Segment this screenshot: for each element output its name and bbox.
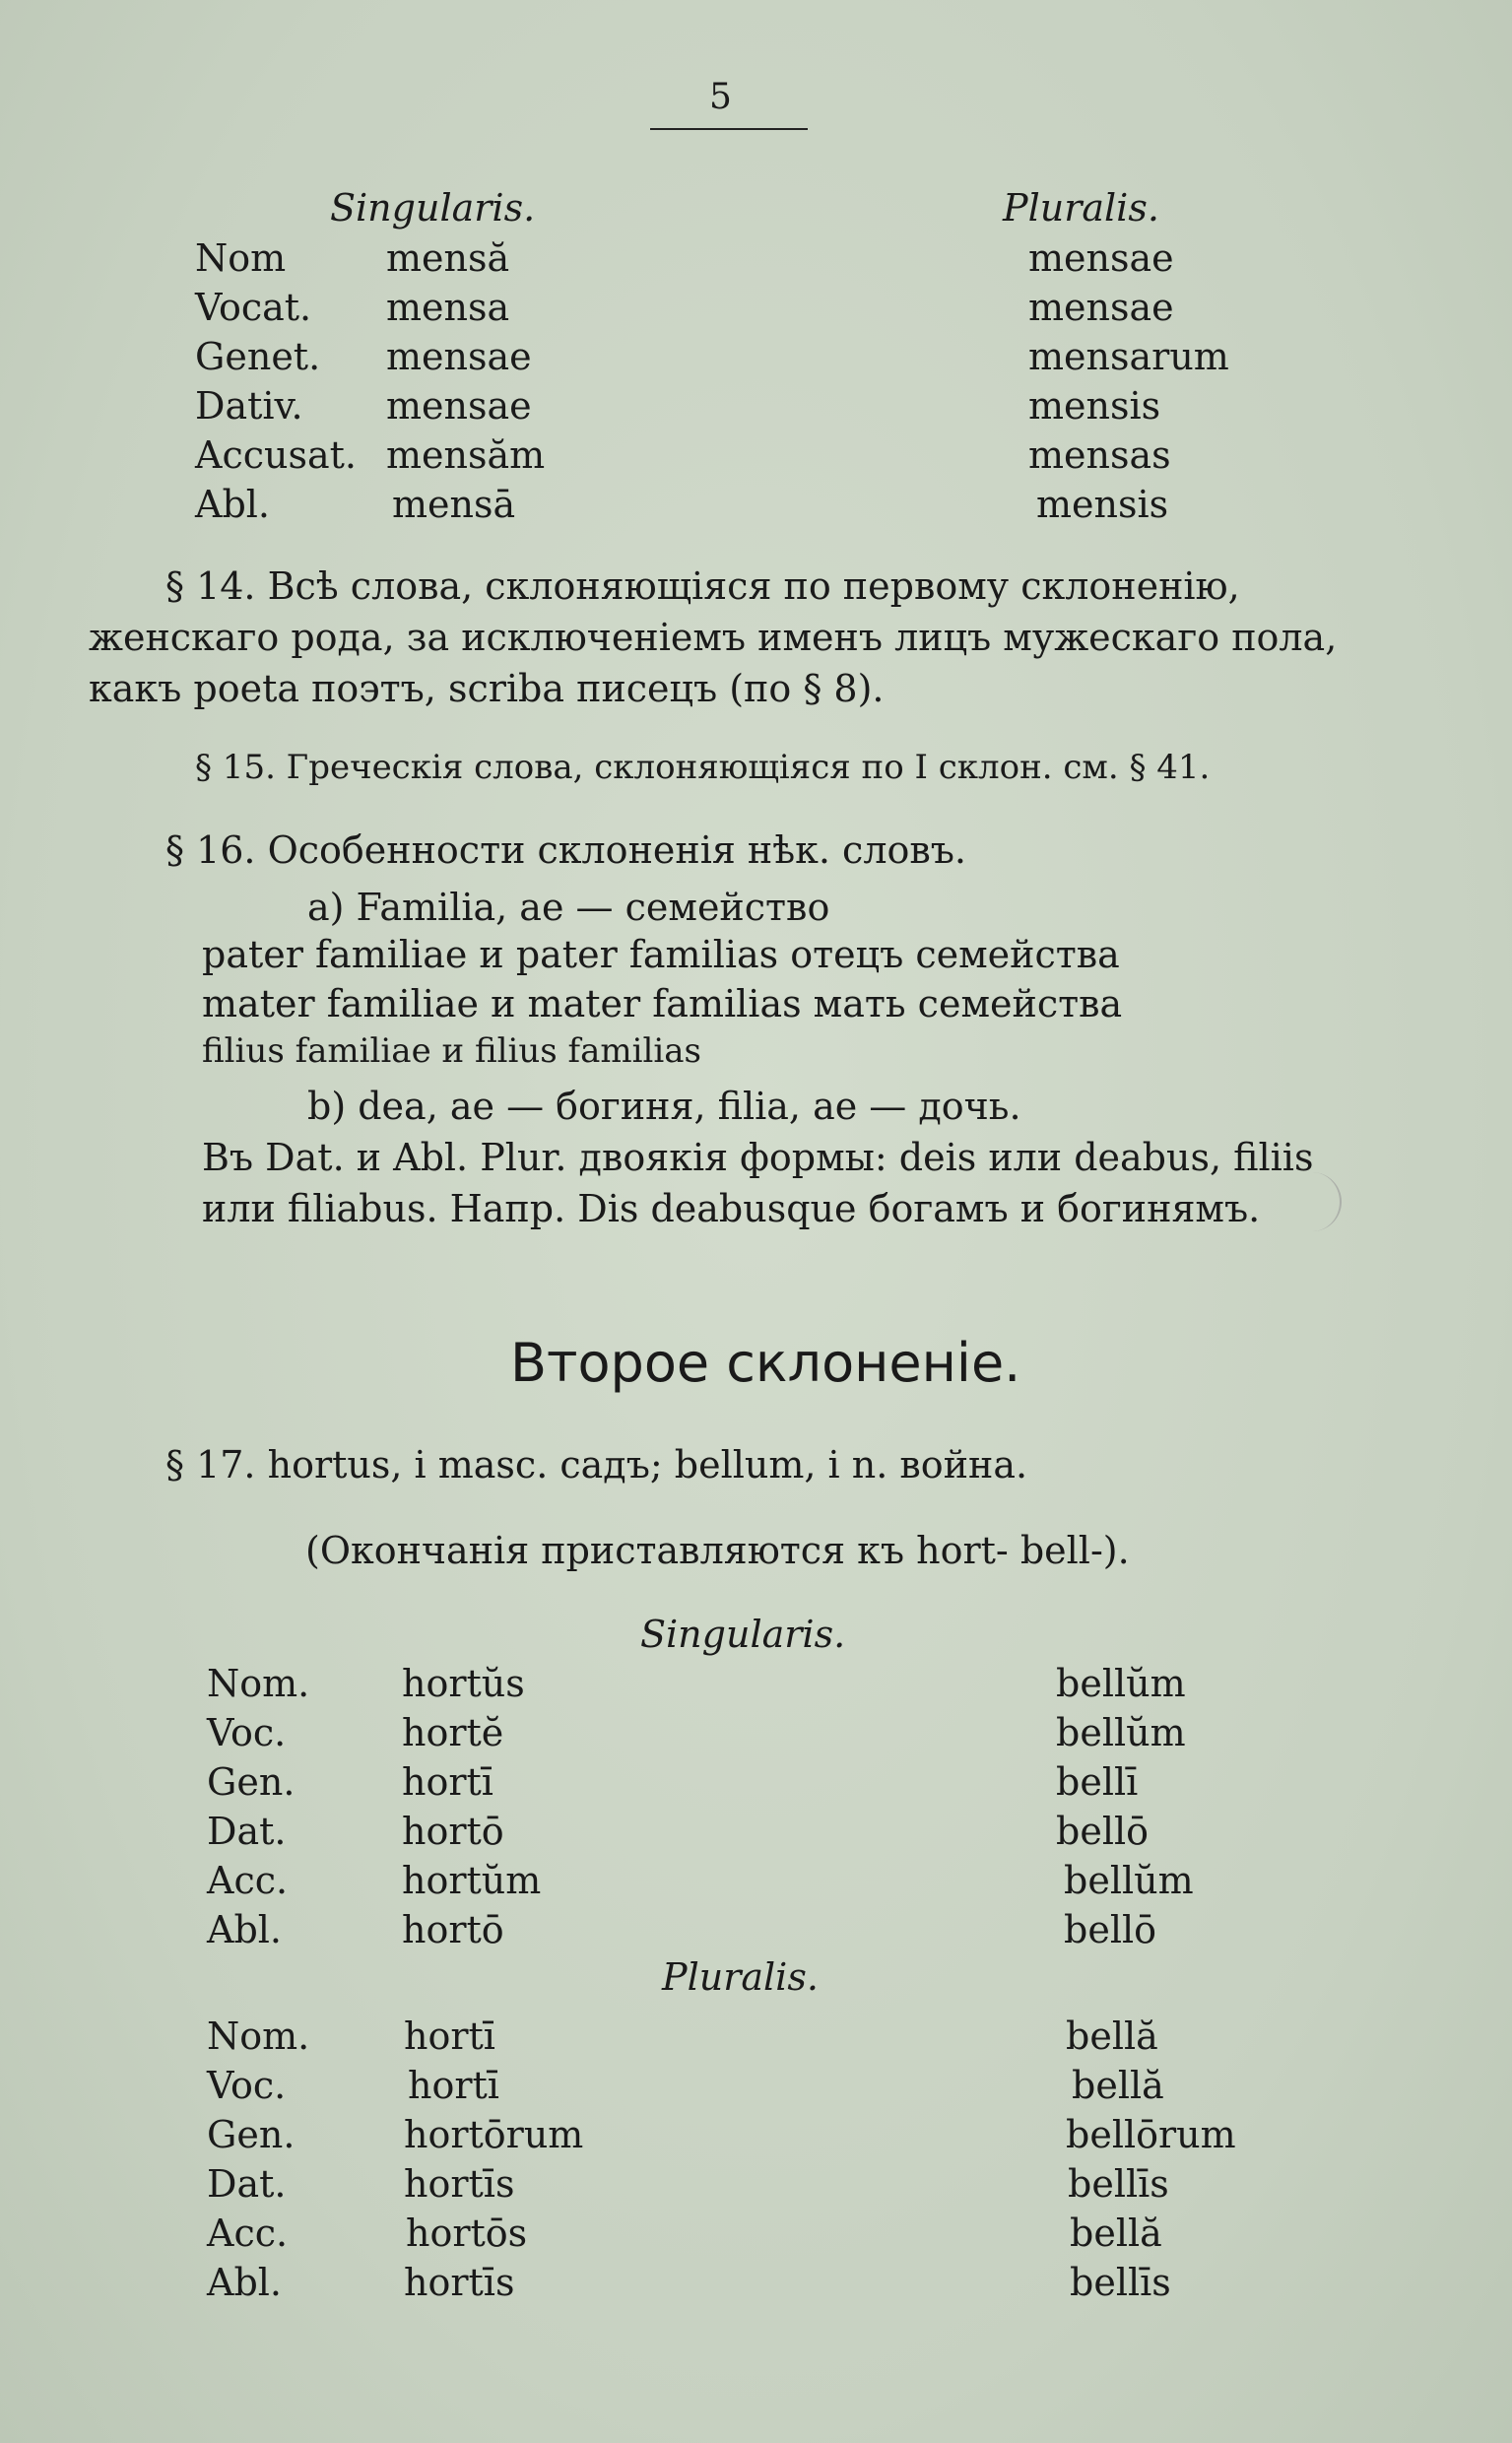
table2-case: Dat. xyxy=(207,2162,287,2206)
table2-bellum: bellă xyxy=(1072,2064,1164,2107)
table2-hortus: hortī xyxy=(408,2064,499,2107)
table1-singular: mensă xyxy=(386,236,510,280)
table1-plural: mensis xyxy=(1028,384,1161,428)
table1-singular: mensae xyxy=(386,384,532,428)
table2-case: Voc. xyxy=(207,2064,287,2107)
table2-bellum: bellŭm xyxy=(1064,1859,1194,1902)
table2-bellum: bellō xyxy=(1056,1810,1149,1853)
section-heading: Второе склоненіе. xyxy=(510,1332,1021,1394)
table1-singular: mensa xyxy=(386,286,510,329)
section16-b-example1: Въ Dat. и Abl. Plur. двоякія формы: deis или deabus, filiis xyxy=(202,1136,1314,1179)
table2-case: Acc. xyxy=(207,1859,289,1902)
section16-b-example2: или filiabus. Напр. Dis deabusque богамъ и богинямъ. xyxy=(202,1187,1261,1230)
table2-header-singular: Singularis. xyxy=(640,1613,846,1656)
table2-case: Gen. xyxy=(207,2113,296,2156)
table2-case: Abl. xyxy=(207,2261,282,2304)
table1-header-singular: Singularis. xyxy=(330,186,536,230)
table1-case: Vocat. xyxy=(195,286,312,329)
section14-line3: какъ poeta поэтъ, scriba писецъ (по § 8). xyxy=(89,667,885,710)
paper-mark xyxy=(1310,1172,1342,1231)
table2-case: Dat. xyxy=(207,1810,287,1853)
table1-plural: mensas xyxy=(1028,433,1171,477)
section16-title: § 16. Особенности склоненія нѣк. словъ. xyxy=(165,828,967,872)
table2-header-plural: Pluralis. xyxy=(662,1955,819,1999)
table2-bellum: bellă xyxy=(1066,2014,1158,2058)
table2-case: Gen. xyxy=(207,1760,296,1804)
table1-plural: mensis xyxy=(1036,483,1169,526)
table2-hortus: hortīs xyxy=(404,2261,515,2304)
table2-hortus: hortō xyxy=(402,1810,504,1853)
section16-a-example1: pater familiae и pater familias отецъ семейства xyxy=(202,933,1120,976)
table2-bellum: bellă xyxy=(1070,2212,1162,2255)
section14-line2: женскаго рода, за исключеніемъ именъ лицъ мужескаго пола, xyxy=(89,616,1338,659)
section15-line1: § 15. Греческія слова, склоняющіяся по I склон. см. § 41. xyxy=(195,748,1211,787)
table2-case: Nom. xyxy=(207,1662,310,1705)
table2-case: Voc. xyxy=(207,1711,287,1754)
section16-a-line: a) Familia, ae — семейство xyxy=(307,886,830,929)
table2-bellum: bellŭm xyxy=(1056,1662,1186,1705)
section17-line2: (Окончанія приставляются къ hort- bell-). xyxy=(305,1529,1130,1572)
table1-case: Dativ. xyxy=(195,384,303,428)
table2-bellum: bellō xyxy=(1064,1908,1156,1951)
table2-hortus: hortōrum xyxy=(404,2113,584,2156)
page-number-rule xyxy=(650,128,808,130)
section16-b-line: b) dea, ae — богиня, filia, ae — дочь. xyxy=(307,1085,1021,1128)
table1-singular: mensā xyxy=(392,483,516,526)
table2-hortus: hortĕ xyxy=(402,1711,504,1754)
table2-case: Abl. xyxy=(207,1908,282,1951)
table2-bellum: bellīs xyxy=(1070,2261,1171,2304)
table2-bellum: bellīs xyxy=(1068,2162,1169,2206)
table1-case: Genet. xyxy=(195,335,321,378)
table2-hortus: hortī xyxy=(404,2014,495,2058)
page-number: 5 xyxy=(709,77,732,117)
table2-hortus: hortīs xyxy=(404,2162,515,2206)
table2-bellum: bellŭm xyxy=(1056,1711,1186,1754)
table1-singular: mensăm xyxy=(386,433,546,477)
table2-hortus: hortōs xyxy=(406,2212,528,2255)
table2-hortus: hortī xyxy=(402,1760,493,1804)
section14-line1: § 14. Всѣ слова, склоняющіяся по первому склоненію, xyxy=(165,564,1240,608)
section16-a-example2: mater familiae и mater familias мать семейства xyxy=(202,982,1123,1025)
table1-case: Nom xyxy=(195,236,287,280)
table1-plural: mensae xyxy=(1028,236,1174,280)
table1-singular: mensae xyxy=(386,335,532,378)
table2-bellum: bellōrum xyxy=(1066,2113,1236,2156)
table2-hortus: hortō xyxy=(402,1908,504,1951)
table2-hortus: hortŭm xyxy=(402,1859,542,1902)
table1-case: Abl. xyxy=(195,483,270,526)
table2-case: Acc. xyxy=(207,2212,289,2255)
table1-plural: mensae xyxy=(1028,286,1174,329)
table1-header-plural: Pluralis. xyxy=(1003,186,1159,230)
section17-line1: § 17. hortus, i masc. садъ; bellum, i n. война. xyxy=(165,1443,1028,1486)
table1-case: Accusat. xyxy=(195,433,357,477)
table2-bellum: bellī xyxy=(1056,1760,1139,1804)
table2-case: Nom. xyxy=(207,2014,310,2058)
section16-a-example3: filius familiae и filius familias xyxy=(202,1031,701,1071)
table1-plural: mensarum xyxy=(1028,335,1229,378)
table2-hortus: hortŭs xyxy=(402,1662,525,1705)
